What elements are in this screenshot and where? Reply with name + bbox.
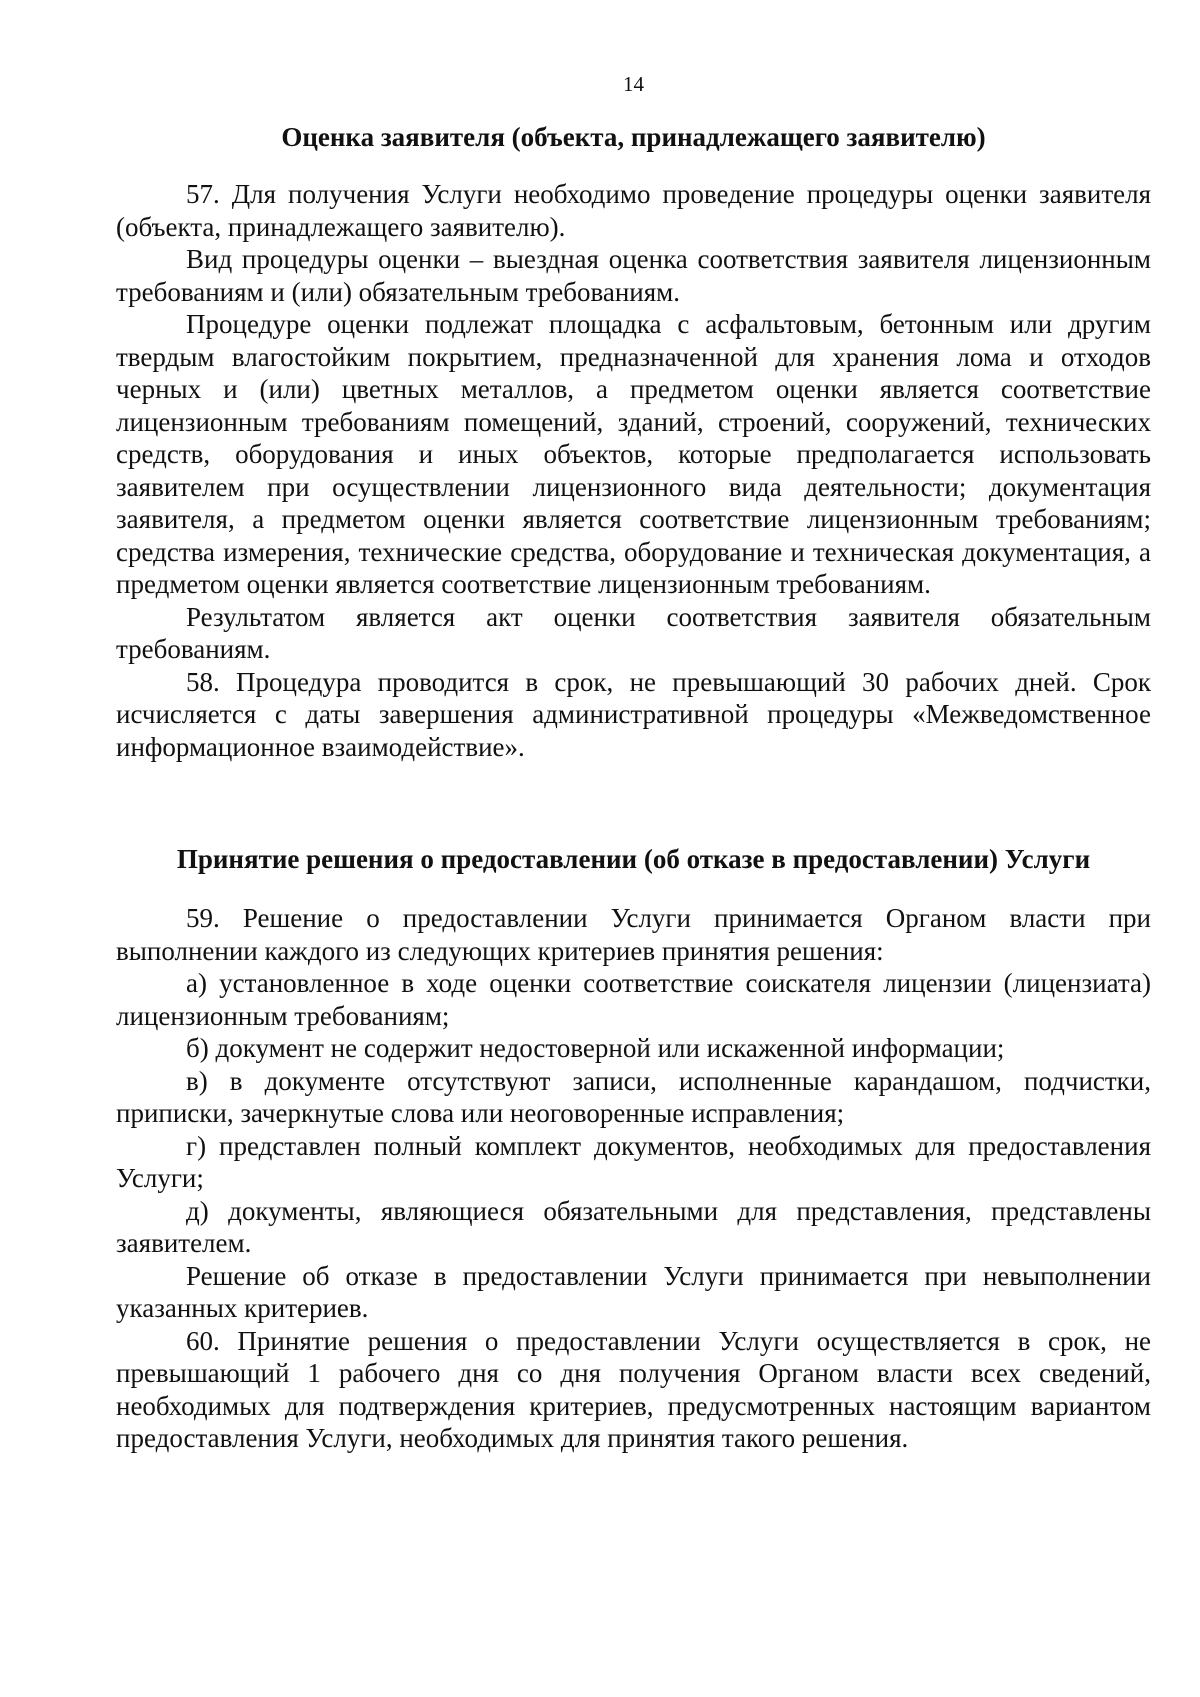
paragraph-58: 58. Процедура проводится в срок, не превышающий 30 рабочих дней. Срок исчисляется с даты завершения административной процедуры «Межведомственное информационное взаимодействие». [116,666,1151,762]
section-heading-decision: Принятие решения о предоставлении (об отказе в предоставлении) Услуги [176,844,1091,874]
page-number: 14 [623,72,644,96]
paragraph-result: Результатом является акт оценки соответствия заявителя обязательным требованиям. [116,601,1151,664]
paragraph-assessment-subject: Процедуре оценки подлежат площадка с асфальтовым, бетонным или другим твердым влагостойким покрытием, предназначенной для хранения лома и отходов черных и (или) цветных металлов, а предметом оценки является соответствие лицензионным требованиям помещений, зданий, строений, сооружений, технических средств, оборудования и иных объектов, которые предполагается использовать заявителем при осуществлении лицензионного вида деятельности; документация заявителя, а предметом оценки является соответствие лицензионным требованиям; средства измерения, технические средства, оборудование и техническая документация, а предметом оценки является соответствие лицензионным требованиям. [116,309,1151,599]
section-heading-applicant-assessment: Оценка заявителя (объекта, принадлежащего заявителю) [281,122,986,152]
criterion-g: г) представлен полный комплект документов, необходимых для предоставления Услуги; [116,1130,1151,1193]
criterion-a: а) установленное в ходе оценки соответствие соискателя лицензии (лицензиата) лицензионным требованиям; [116,968,1151,1031]
paragraph-57: 57. Для получения Услуги необходимо проведение процедуры оценки заявителя (объекта, принадлежащего заявителю). [116,179,1151,242]
paragraph-59: 59. Решение о предоставлении Услуги принимается Органом власти при выполнении каждого из следующих критериев принятия решения: [116,903,1151,966]
paragraph-procedure-type: Вид процедуры оценки – выездная оценка соответствия заявителя лицензионным требованиям и (или) обязательным требованиям. [116,244,1151,307]
section-applicant-assessment [116,178,1151,763]
criterion-b: б) документ не содержит недостоверной или искаженной информации; [186,1033,1005,1063]
section-decision [116,902,1151,1455]
criterion-v: в) в документе отсутствуют записи, исполненные карандашом, подчистки, приписки, зачеркнутые слова или неоговоренные исправления; [116,1065,1151,1128]
paragraph-60: 60. Принятие решения о предоставлении Услуги осуществляется в срок, не превышающий 1 рабочего дня со дня получения Органом власти всех сведений, необходимых для подтверждения критериев, предусмотренных настоящим вариантом предоставления Услуги, необходимых для принятия такого решения. [116,1325,1151,1453]
criterion-d: д) документы, являющиеся обязательными для представления, представлены заявителем. [116,1195,1151,1258]
paragraph-refusal: Решение об отказе в предоставлении Услуги принимается при невыполнении указанных критериев. [116,1260,1151,1323]
